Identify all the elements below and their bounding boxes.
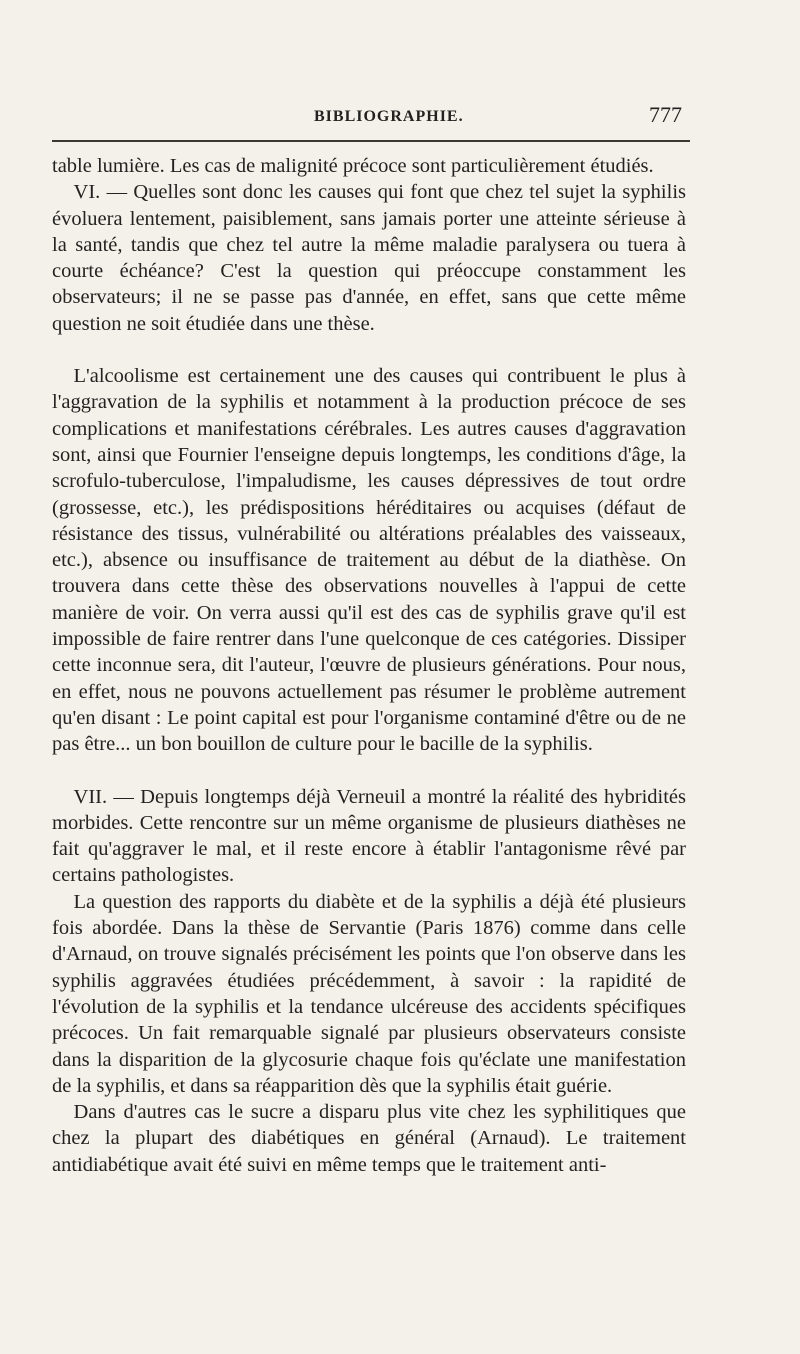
paragraph-section-vi: VI. — Quelles sont donc les causes qui font que chez tel sujet la syphilis évoluera lentement, paisiblement, sans jamais porter une atteinte sérieuse à la santé, tandis que chez tel autre la même maladie paralysera ou tuera à courte échéance? C'est la question qui préoccupe constamment les observateurs; il ne se passe pas d'année, en effet, sans que cette même question ne soit étudiée dans une thèse. — [52, 181, 686, 335]
header-rule — [52, 140, 690, 142]
running-title: BIBLIOGRAPHIE. — [314, 108, 464, 125]
paragraph-alcoolisme: L'alcoolisme est certainement une des causes qui contribuent le plus à l'aggravation de la syphilis et notamment à la production précoce de ses complications et manifestations cérébrales. Les autres causes d'aggravation sont, ainsi que Fournier l'enseigne depuis longtemps, les conditions d'âge, la scrofulo-tuberculose, l'impaludisme, les causes dépressives de tout ordre (grossesse, etc.), les prédispositions héréditaires ou acquises (défaut de résistance des tissus, vulnérabilité ou altérations préalables des vaisseaux, etc.), absence ou insuffisance de traitement au début de la diathèse. On trouvera dans cette thèse des observations nouvelles à l'appui de cette manière de voir. On verra aussi qu'il est des cas de syphilis grave qu'il est impossible de faire rentrer dans l'une quelconque de ces catégories. Dissiper cette inconnue sera, dit l'auteur, l'œuvre de plusieurs générations. Pour nous, en effet, nous ne pouvons actuellement pas résumer le problème autrement qu'en disant : Le point capital est pour l'organisme contaminé d'être ou de ne pas être... un bon bouillon de culture pour le bacille de la syphilis. — [52, 365, 686, 756]
paragraph-section-vii: VII. — Depuis longtemps déjà Verneuil a montré la réalité des hybridités morbides. Cette rencontre sur un même organisme de plusieurs diathèses ne fait qu'aggraver le mal, et il reste encore à établir l'antagonisme rêvé par certains pathologistes. — [52, 785, 686, 887]
body-text — [52, 153, 686, 1178]
paragraph-continuation: table lumière. Les cas de malignité précoce sont particulièrement étudiés. — [52, 155, 654, 177]
page-header — [52, 102, 684, 132]
paragraph-diabete: La question des rapports du diabète et de la syphilis a déjà été plusieurs fois abordée. Dans la thèse de Servantie (Paris 1876) comme dans celle d'Arnaud, on trouve signalés précisément les points que l'on observe dans les syphilis aggravées étudiées précédemment, à savoir : la rapidité de l'évolution de la syphilis et la tendance ulcéreuse des accidents spécifiques précoces. Un fait remarquable signalé par plusieurs observateurs consiste dans la disparition de la glycosurie chaque fois qu'éclate une manifestation de la syphilis, et dans sa réapparition dès que la syphilis était guérie. — [52, 890, 686, 1097]
page-number: 777 — [649, 102, 682, 127]
paragraph-sucre: Dans d'autres cas le sucre a disparu plus vite chez les syphilitiques que chez la plupart des diabétiques en général (Arnaud). Le traitement antidiabétique avait été suivi en même temps que le traitement anti- — [52, 1101, 686, 1176]
